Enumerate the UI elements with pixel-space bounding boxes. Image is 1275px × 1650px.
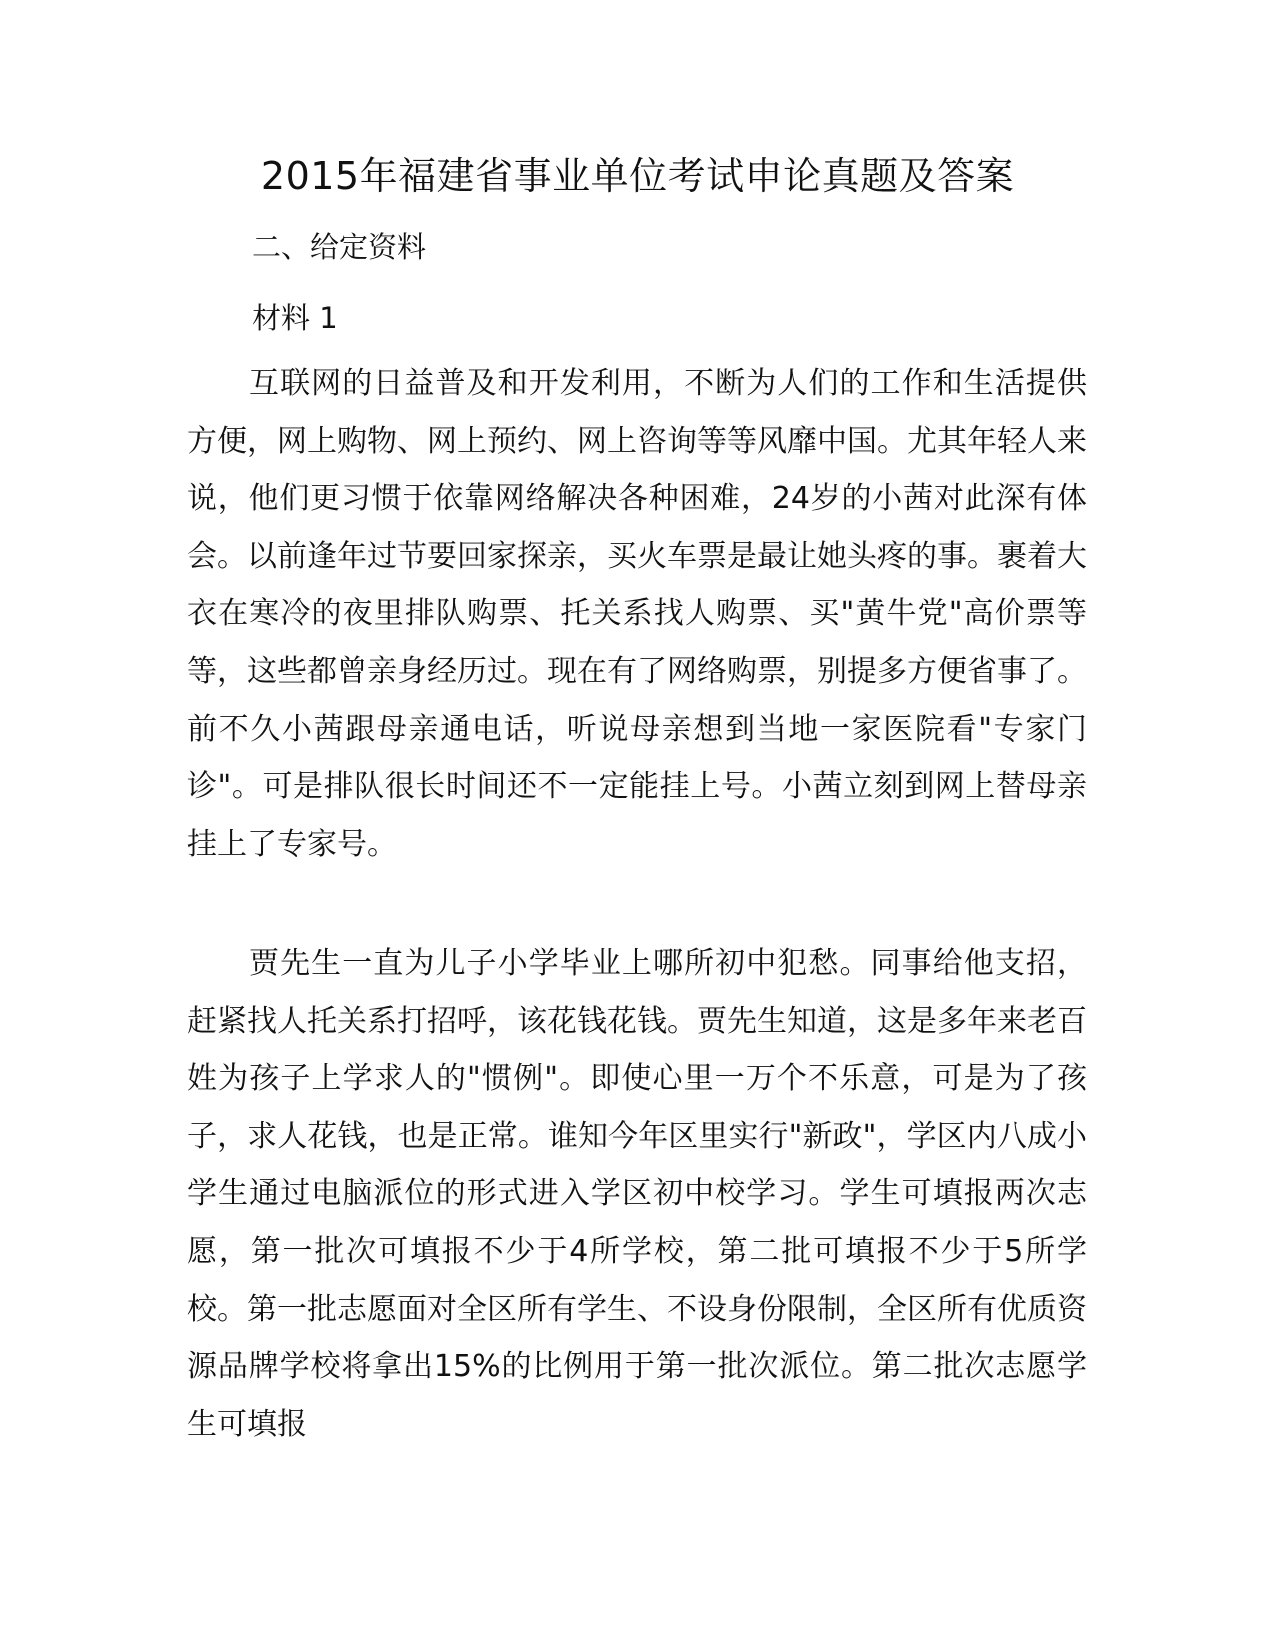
paragraph: 贾先生一直为儿子小学毕业上哪所初中犯愁。同事给他支招，赶紧找人托关系打招呼，该花钱花钱。贾先生知道，这是多年来老百姓为孩子上学求人的"惯例"。即使心里一万个不乐意，可是为了孩子，求人花钱，也是正常。谁知今年区里实行"新政"，学区内八成小学生通过电脑派位的形式进入学区初中校学习。学生可填报两次志愿，第一批次可填报不少于4所学校，第二批可填报不少于5所学校。第一批志愿面对全区所有学生、不设身份限制，全区所有优质资源品牌学校将拿出15%的比例用于第一批次派位。第二批次志愿学生可填报 bbox=[187, 946, 1087, 1442]
document-title: 2015年福建省事业单位考试申论真题及答案 bbox=[260, 154, 1015, 198]
paragraph: 互联网的日益普及和开发利用，不断为人们的工作和生活提供方便，网上购物、网上预约、网上咨询等等风靡中国。尤其年轻人来说，他们更习惯于依靠网络解决各种困难，24岁的小茜对此深有体会。以前逢年过节要回家探亲，买火车票是最让她头疼的事。裹着大衣在寒冷的夜里排队购票、托关系找人购票、买"黄牛党"高价票等等，这些都曾亲身经历过。现在有了网络购票，别提多方便省事了。前不久小茜跟母亲通电话，听说母亲想到当地一家医院看"专家门诊"。可是排队很长时间还不一定能挂上号。小茜立刻到网上替母亲挂上了专家号。 bbox=[187, 366, 1087, 862]
material-heading: 材料 1 bbox=[252, 301, 338, 335]
section-heading: 二、给定资料 bbox=[252, 230, 427, 264]
